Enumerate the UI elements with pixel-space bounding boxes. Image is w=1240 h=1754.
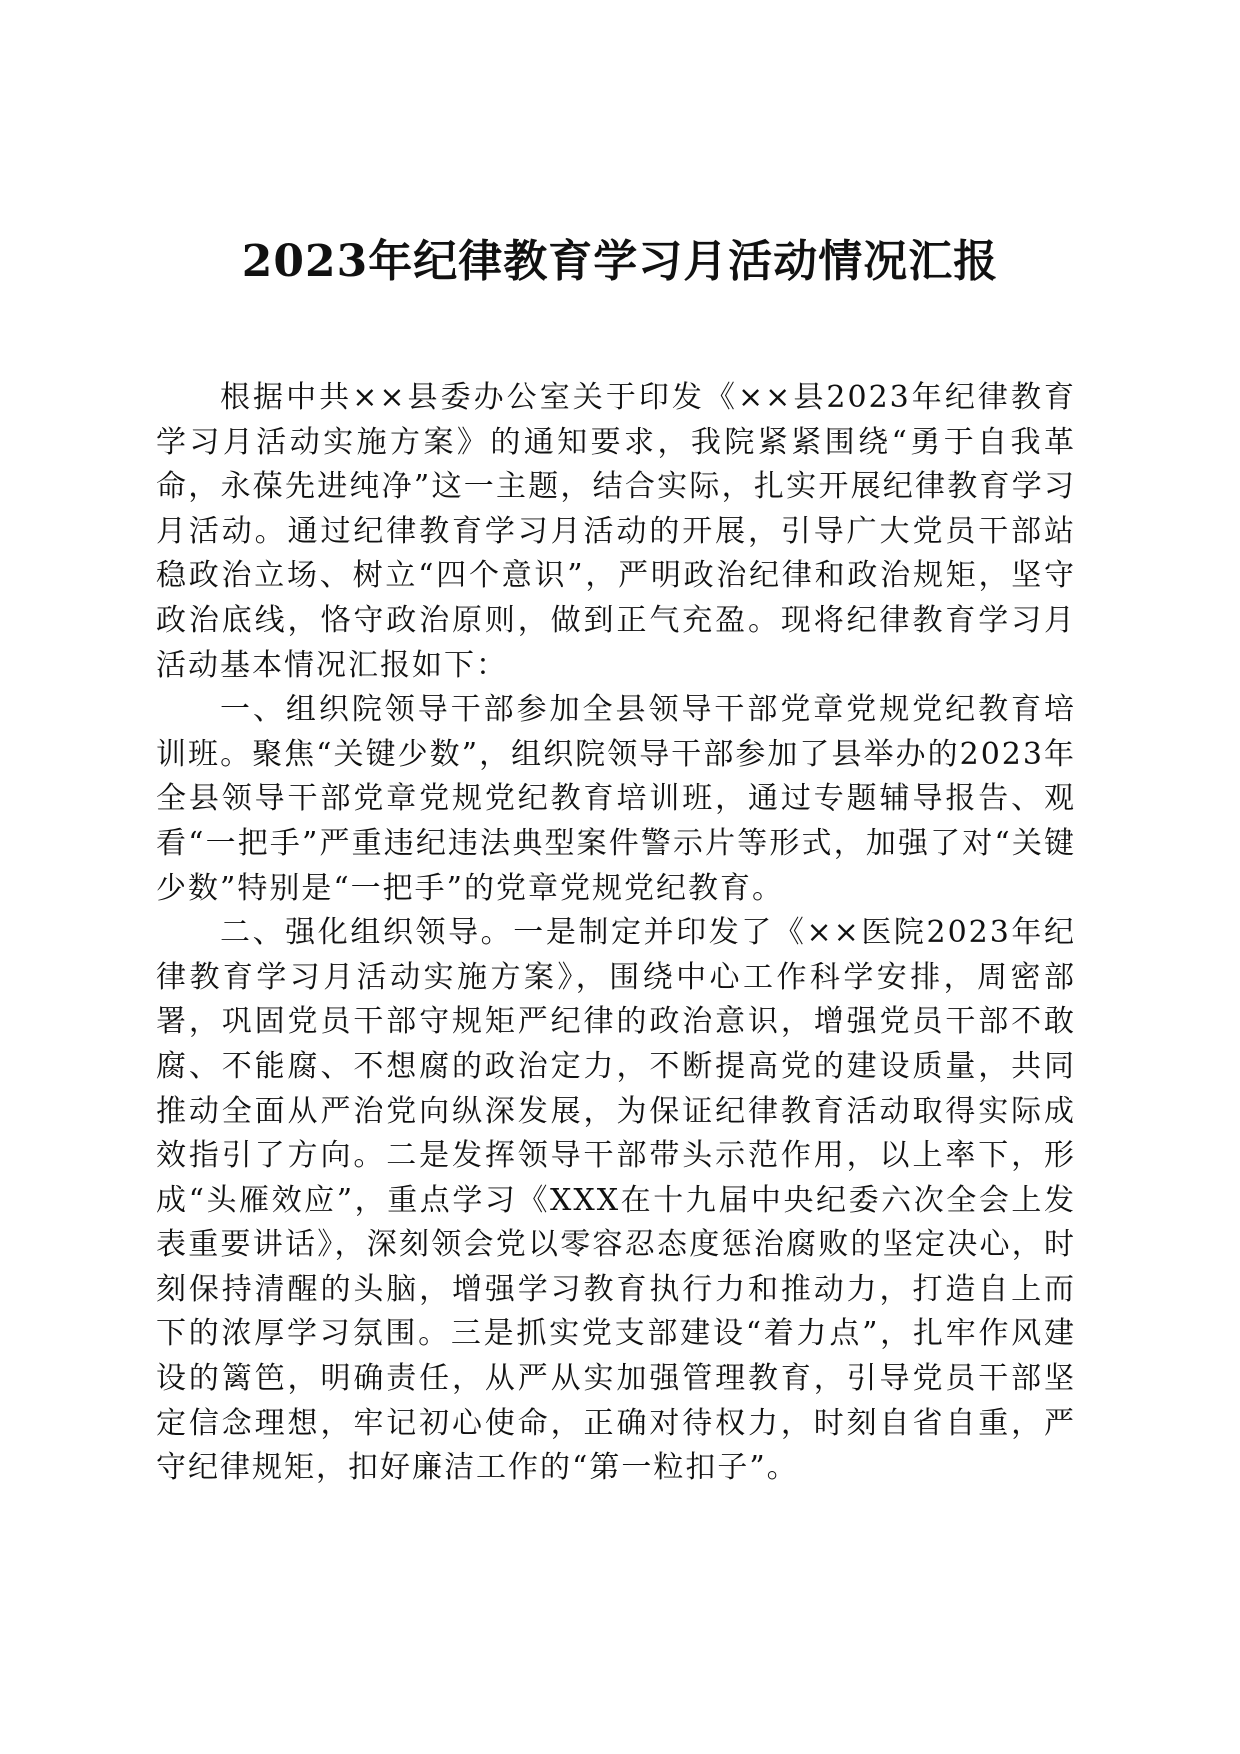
document-title: 2023年纪律教育学习月活动情况汇报 xyxy=(241,236,999,287)
document-body xyxy=(156,376,1076,1491)
paragraph-intro: 根据中共××县委办公室关于印发《××县2023年纪律教育学习月活动实施方案》的通知要求，我院紧紧围绕“勇于自我革命，永葆先进纯净”这一主题，结合实际，扎实开展纪律教育学习月活动。通过纪律教育学习月活动的开展，引导广大党员干部站稳政治立场、树立“四个意识”，严明政治纪律和政治规矩，坚守政治底线，恪守政治原则，做到正气充盈。现将纪律教育学习月活动基本情况汇报如下： xyxy=(156,380,1076,683)
paragraph-section-one: 一、组织院领导干部参加全县领导干部党章党规党纪教育培训班。聚焦“关键少数”，组织院领导干部参加了县举办的2023年全县领导干部党章党规党纪教育培训班，通过专题辅导报告、观看“一把手”严重违纪违法典型案件警示片等形式，加强了对“关键少数”特别是“一把手”的党章党规党纪教育。 xyxy=(156,692,1076,906)
paragraph-section-two: 二、强化组织领导。一是制定并印发了《××医院2023年纪律教育学习月活动实施方案》，围绕中心工作科学安排，周密部署，巩固党员干部守规矩严纪律的政治意识，增强党员干部不敢腐、不能腐、不想腐的政治定力，不断提高党的建设质量，共同推动全面从严治党向纵深发展，为保证纪律教育活动取得实际成效指引了方向。二是发挥领导干部带头示范作用，以上率下，形成“头雁效应”，重点学习《XXX在十九届中央纪委六次全会上发表重要讲话》，深刻领会党以零容忍态度惩治腐败的坚定决心，时刻保持清醒的头脑，增强学习教育执行力和推动力，打造自上而下的浓厚学习氛围。三是抓实党支部建设“着力点”，扎牢作风建设的篱笆，明确责任，从严从实加强管理教育，引导党员干部坚定信念理想，牢记初心使命，正确对待权力，时刻自省自重，严守纪律规矩，扣好廉洁工作的“第一粒扣子”。 xyxy=(156,915,1076,1486)
